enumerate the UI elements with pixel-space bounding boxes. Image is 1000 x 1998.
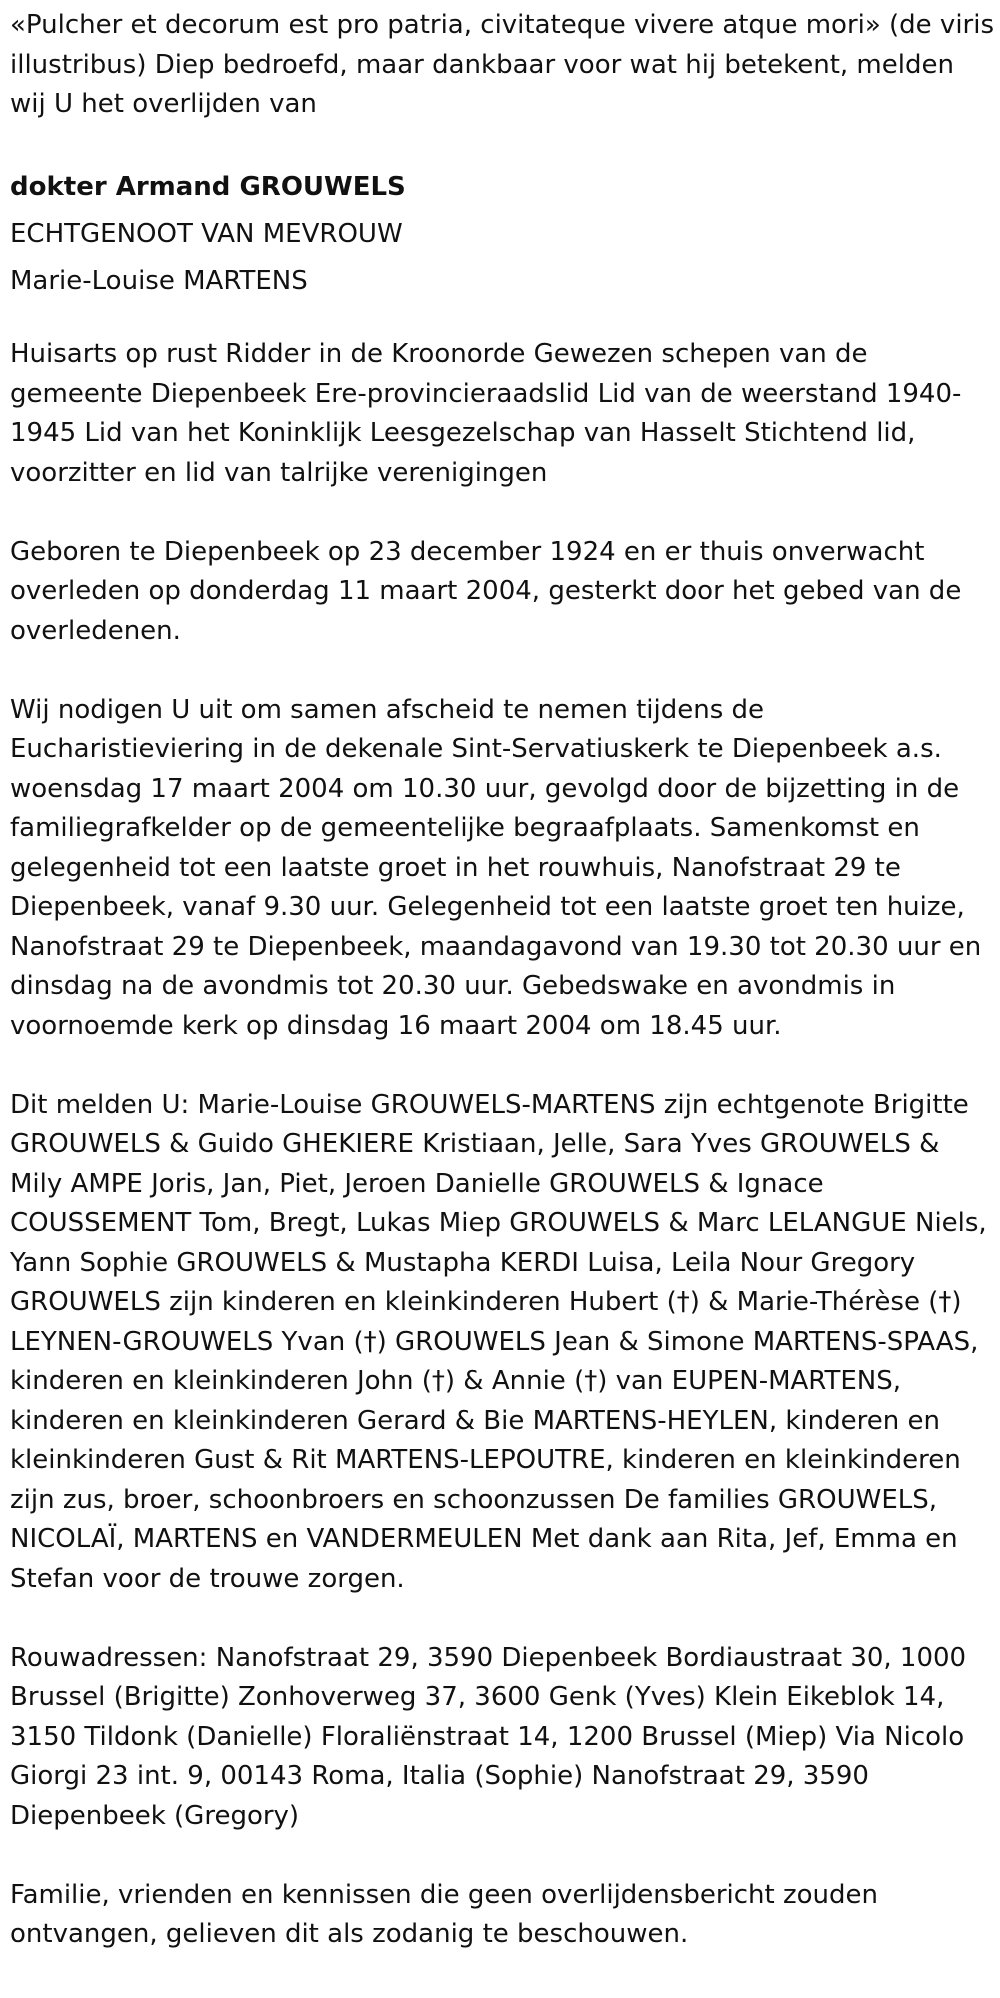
closing-paragraph: Familie, vrienden en kennissen die geen overlijdensbericht zouden ontvangen, gelieven dit als zodanig te beschouwen. xyxy=(10,1879,878,1949)
intro-paragraph: «Pulcher et decorum est pro patria, civitateque vivere atque mori» (de viris illustribus) Diep bedroefd, maar dankbaar voor wat hij betekent, melden wij U het overlijden van xyxy=(10,10,995,119)
family-paragraph: Dit melden U: Marie-Louise GROUWELS-MARTENS zijn echtgenote Brigitte GROUWELS & Guido GHEKIERE Kristiaan, Jelle, Sara Yves GROUWELS & Mily AMPE Joris, Jan, Piet, Jeroen Danielle GROUWELS & Ignace COUSSEMENT Tom, Bregt, Lukas Miep GROUWELS & Marc LELANGUE Niels, Yann Sophie GROUWELS & Mustapha KERDI Luisa, Leila Nour Gregory GROUWELS zijn kinderen en kleinkinderen Hubert (†) & Marie-Thérèse (†) LEYNEN-GROUWELS Yvan (†) GROUWELS Jean & Simone MARTENS-SPAAS, kinderen en kleinkinderen John (†) & Annie (†) van EUPEN-MARTENS, kinderen en kleinkinderen Gerard & Bie MARTENS-HEYLEN, kinderen en kleinkinderen Gust & Rit MARTENS-LEPOUTRE, kinderen en kleinkinderen zijn zus, broer, schoonbroers en schoonzussen De families GROUWELS, NICOLAÏ, MARTENS en VANDERMEULEN Met dank aan Rita, Jef, Emma en Stefan voor de trouwe zorgen. xyxy=(10,1089,987,1594)
spouse-label: ECHTGENOOT VAN MEVROUW xyxy=(10,219,403,249)
obituary-notice xyxy=(10,6,995,1994)
birth-death-paragraph: Geboren te Diepenbeek op 23 december 1924 en er thuis onverwacht overleden op donderdag 11 maart 2004, gesterkt door het gebed van de overledenen. xyxy=(10,536,962,646)
deceased-block xyxy=(10,164,995,305)
deceased-name: dokter Armand GROUWELS xyxy=(10,172,406,202)
addresses-paragraph: Rouwadressen: Nanofstraat 29, 3590 Diepenbeek Bordiaustraat 30, 1000 Brussel (Brigitte) Zonhoverweg 37, 3600 Genk (Yves) Klein Eikeblok 14, 3150 Tildonk (Danielle) Floraliënstraat 14, 1200 Brussel (Miep) Via Nicolo Giorgi 23 int. 9, 00143 Roma, Italia (Sophie) Nanofstraat 29, 3590 Diepenbeek (Gregory) xyxy=(10,1642,967,1831)
titles-paragraph: Huisarts op rust Ridder in de Kroonorde Gewezen schepen van de gemeente Diepenbeek Ere-provincieraadslid Lid van de weerstand 1940-1945 Lid van het Koninklijk Leesgezelschap van Hasselt Stichtend lid, voorzitter en lid van talrijke verenigingen xyxy=(10,339,962,488)
spouse-name: Marie-Louise MARTENS xyxy=(10,266,308,296)
funeral-paragraph: Wij nodigen U uit om samen afscheid te nemen tijdens de Eucharistieviering in de dekenale Sint-Servatiuskerk te Diepenbeek a.s. woensdag 17 maart 2004 om 10.30 uur, gevolgd door de bijzetting in de familiegrafkelder op de gemeentelijke begraafplaats. Samenkomst en gelegenheid tot een laatste groet in het rouwhuis, Nanofstraat 29 te Diepenbeek, vanaf 9.30 uur. Gelegenheid tot een laatste groet ten huize, Nanofstraat 29 te Diepenbeek, maandagavond van 19.30 tot 20.30 uur en dinsdag na de avondmis tot 20.30 uur. Gebedswake en avondmis in voornoemde kerk op dinsdag 16 maart 2004 om 18.45 uur. xyxy=(10,694,982,1041)
